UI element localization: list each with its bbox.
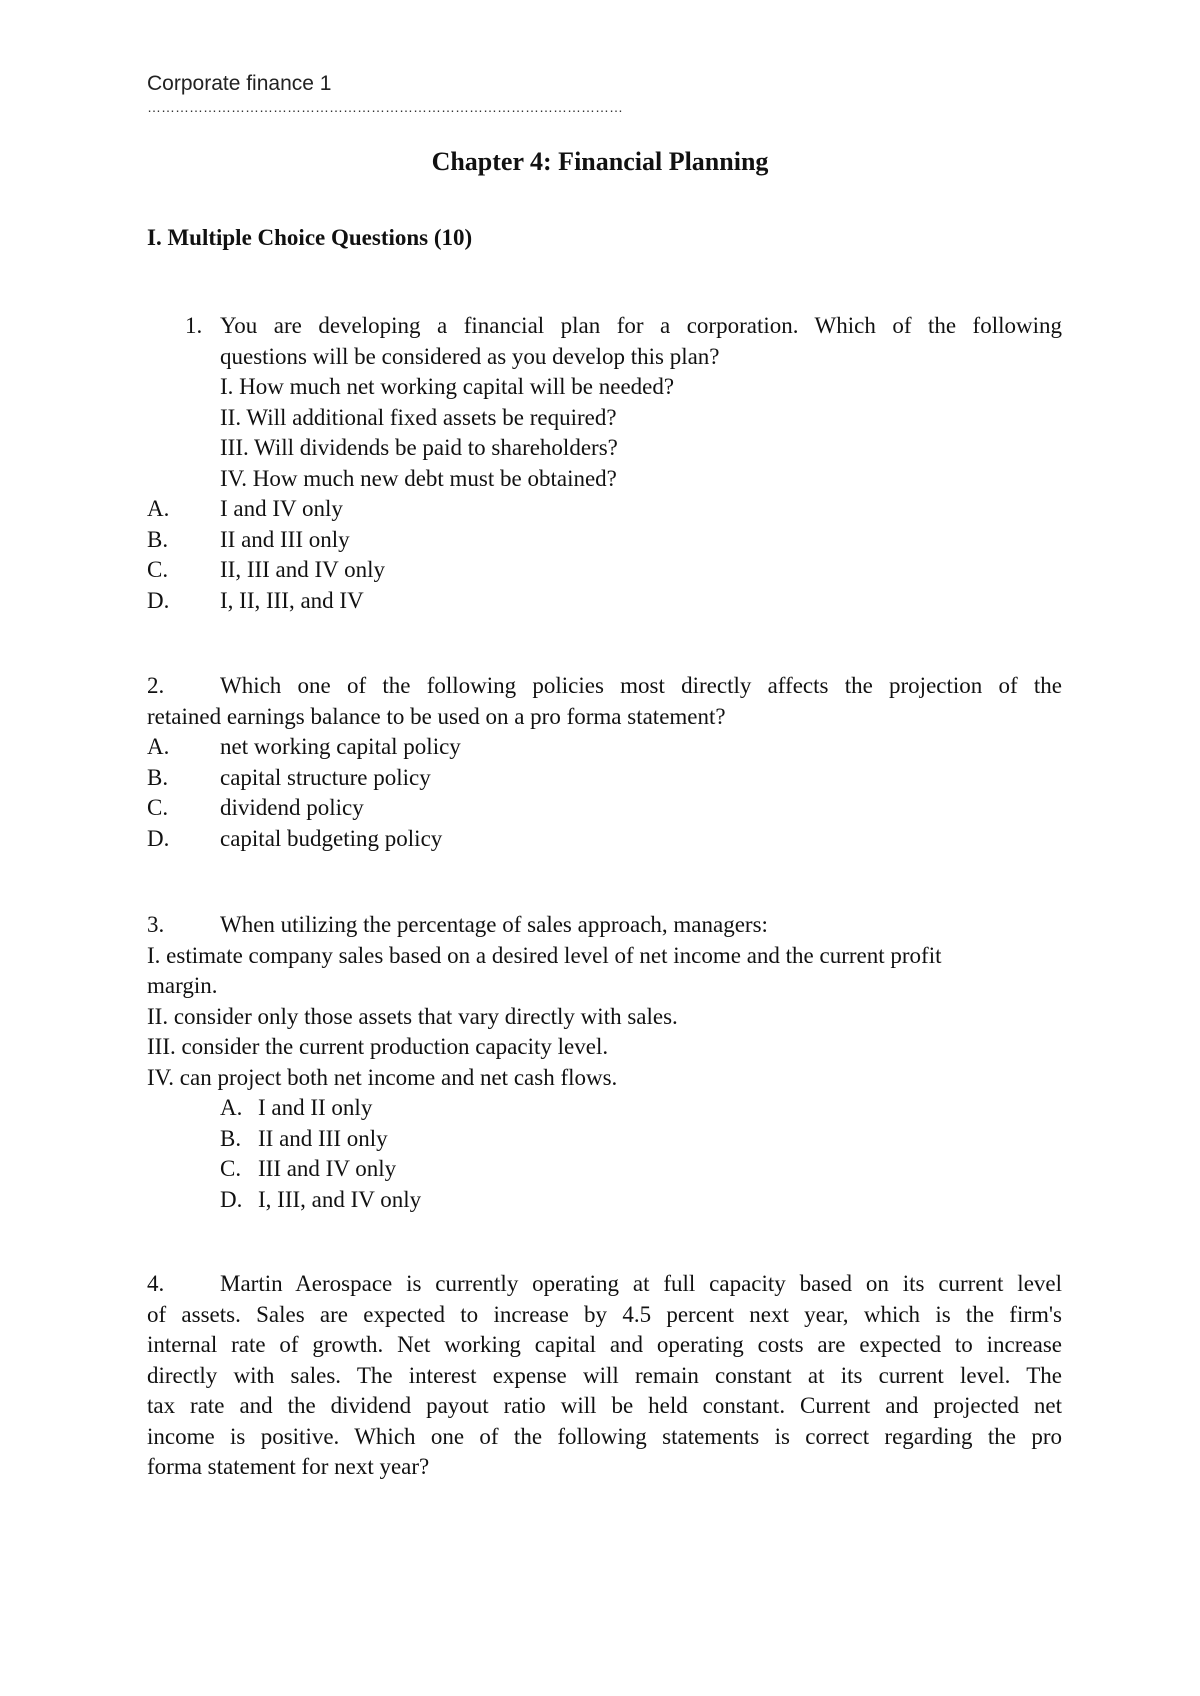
question-4-line: directly with sales. The interest expense will remain constant at its current level. The bbox=[147, 1362, 1062, 1388]
question-3-option-b bbox=[147, 1124, 1062, 1155]
option-letter: A. bbox=[147, 734, 170, 759]
question-2-option-d bbox=[147, 824, 1062, 855]
question-2-number: 2. bbox=[147, 673, 165, 698]
question-2-stem-line-1: 2. Which one of the following policies most directly affects the projection of the bbox=[147, 671, 1062, 702]
question-3-item: II. consider only those assets that vary directly with sales. bbox=[147, 1003, 678, 1029]
option-text: I and II only bbox=[258, 1095, 373, 1120]
question-3-number: 3. bbox=[147, 912, 165, 937]
question-1-item: II. Will additional fixed assets be required? bbox=[220, 404, 617, 430]
question-4 bbox=[147, 1269, 1062, 1483]
option-letter: D. bbox=[147, 587, 170, 613]
question-4-line: 4. Martin Aerospace is currently operating at full capacity based on its current level bbox=[147, 1269, 1062, 1300]
question-4-line: income is positive. Which one of the following statements is correct regarding the pro bbox=[147, 1423, 1062, 1449]
question-2 bbox=[147, 671, 1062, 854]
option-text: net working capital policy bbox=[220, 734, 461, 759]
question-4-line: of assets. Sales are expected to increase by 4.5 percent next year, which is the firm's bbox=[147, 1301, 1062, 1327]
option-letter: B. bbox=[147, 526, 169, 552]
question-1-item: III. Will dividends be paid to shareholders? bbox=[220, 435, 618, 460]
option-text: II, III and IV only bbox=[220, 557, 385, 582]
question-1-option-d bbox=[147, 586, 1062, 617]
option-text: III and IV only bbox=[258, 1156, 397, 1181]
question-3-item: IV. can project both net income and net cash flows. bbox=[147, 1064, 618, 1090]
question-1 bbox=[147, 311, 1062, 616]
option-letter: C. bbox=[147, 557, 169, 582]
question-1-item: IV. How much new debt must be obtained? bbox=[220, 465, 617, 491]
question-1-option-b bbox=[147, 525, 1062, 556]
option-text: capital structure policy bbox=[220, 764, 431, 790]
option-text: dividend policy bbox=[220, 795, 364, 820]
chapter-title: Chapter 4: Financial Planning bbox=[431, 147, 769, 176]
question-2-option-b bbox=[147, 763, 1062, 794]
question-1-stem-line-1: 1. You are developing a financial plan for a corporation. Which of the following bbox=[147, 311, 1062, 342]
question-1-stem-line-2: questions will be considered as you develop this plan? bbox=[220, 343, 720, 369]
question-3-item: III. consider the current production capacity level. bbox=[147, 1034, 609, 1059]
option-letter: A. bbox=[220, 1095, 243, 1120]
option-text: II and III only bbox=[258, 1125, 388, 1151]
question-2-option-c bbox=[147, 793, 1062, 824]
option-letter: B. bbox=[147, 764, 169, 790]
question-3-item: margin. bbox=[147, 973, 218, 998]
question-3-option-d bbox=[147, 1185, 1062, 1216]
question-3-option-a bbox=[147, 1093, 1062, 1124]
question-4-line: internal rate of growth. Net working capital and operating costs are expected to increase bbox=[147, 1332, 1062, 1357]
question-3-option-c bbox=[147, 1154, 1062, 1185]
option-text: I, II, III, and IV bbox=[220, 587, 364, 613]
question-1-number: 1. bbox=[185, 313, 203, 338]
question-1-option-a bbox=[147, 494, 1062, 525]
header-dotted-rule: ………………………………………………………………………………………… bbox=[147, 99, 623, 115]
option-letter: B. bbox=[220, 1125, 242, 1151]
question-4-line: forma statement for next year? bbox=[147, 1454, 430, 1479]
question-1-item: I. How much net working capital will be needed? bbox=[220, 374, 675, 399]
section-title: I. Multiple Choice Questions (10) bbox=[147, 225, 473, 250]
option-text: II and III only bbox=[220, 526, 350, 552]
question-4-line: tax rate and the dividend payout ratio will be held constant. Current and projected net bbox=[147, 1393, 1062, 1418]
question-3 bbox=[147, 910, 1062, 1215]
option-letter: D. bbox=[147, 825, 170, 851]
course-header: Corporate finance 1 bbox=[147, 72, 332, 95]
question-3-item: I. estimate company sales based on a desired level of net income and the current profit bbox=[147, 942, 942, 968]
option-letter: A. bbox=[147, 496, 170, 521]
option-text: I and IV only bbox=[220, 496, 343, 521]
question-2-option-a bbox=[147, 732, 1062, 763]
question-2-stem-line-2: retained earnings balance to be used on a pro forma statement? bbox=[147, 703, 726, 729]
option-text: capital budgeting policy bbox=[220, 825, 443, 851]
option-text: I, III, and IV only bbox=[258, 1186, 422, 1212]
question-3-stem: 3. When utilizing the percentage of sales approach, managers: bbox=[147, 910, 1062, 941]
question-4-number: 4. bbox=[147, 1271, 165, 1296]
option-letter: C. bbox=[147, 795, 169, 820]
question-1-option-c bbox=[147, 555, 1062, 586]
option-letter: C. bbox=[220, 1156, 242, 1181]
option-letter: D. bbox=[220, 1186, 243, 1212]
